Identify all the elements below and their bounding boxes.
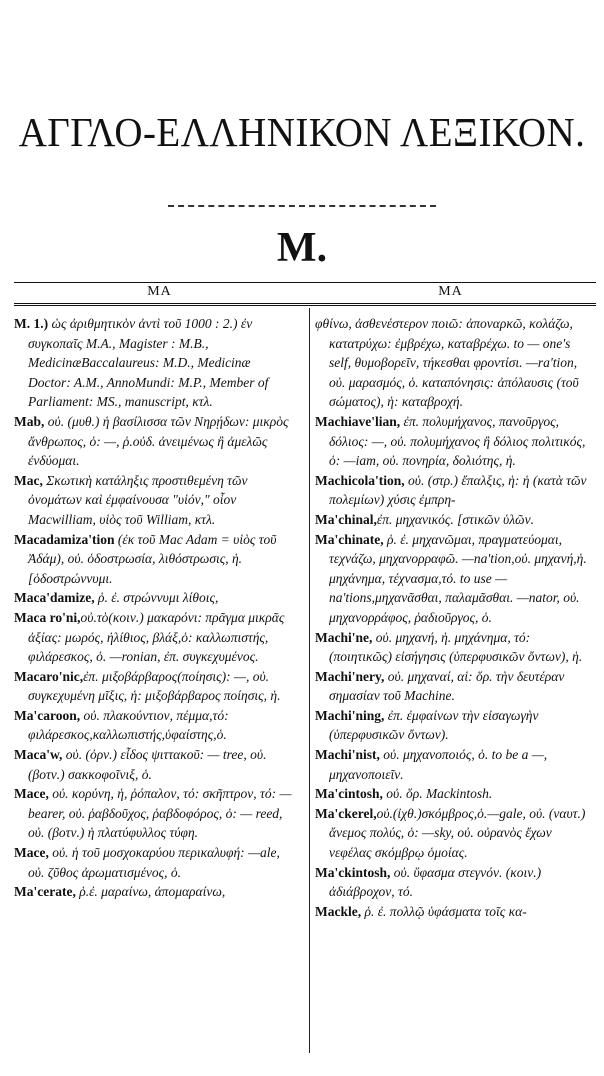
headword: Machiave'lian, bbox=[315, 413, 401, 429]
headword: Machi'nist, bbox=[315, 747, 380, 763]
headword: Machi'ne, bbox=[315, 629, 373, 645]
dictionary-entry bbox=[315, 784, 595, 804]
right-column-header: ΜΑ bbox=[438, 284, 463, 299]
dictionary-entry bbox=[315, 530, 595, 628]
definition: ἐπ. μιξοβάρβαρος(ποίησις): —, οὐ. συγκεχυμένη μῖξις, ἡ: μιξοβάρβαρος ποίησις, ἡ. bbox=[28, 668, 281, 704]
dictionary-entry bbox=[315, 510, 595, 530]
definition: ῥ.ἐ. μαραίνω, ἀπομαραίνω, bbox=[75, 884, 226, 900]
dictionary-entry bbox=[14, 784, 296, 843]
left-column bbox=[14, 314, 296, 902]
title-ornament-rule bbox=[168, 205, 436, 207]
dictionary-entry bbox=[14, 608, 296, 667]
definition: οὐ. μηχαναί, αἱ: ὅρ. τὴν δευτέραν σημασίαν τοῦ Machine. bbox=[329, 668, 565, 704]
definition: ῥ. ἐ. στρώννυμι λίθοις, bbox=[94, 590, 219, 606]
dictionary-entry bbox=[14, 667, 296, 706]
definition: ἐπ. ἐμφαίνων τὴν εἰσαγωγὴν (ὑπερφυσικῶν ὄντων). bbox=[329, 707, 539, 743]
headword: Maca'w, bbox=[14, 747, 63, 763]
definition: Σκωτικὴ κατάληξις προστιθεμένη τῶν ὀνομάτων καὶ ἐμφαίνουσα "υἱόν," οἷον Macwilliam, υἱὸς τοῦ William, κτλ. bbox=[28, 472, 248, 527]
headword: Mab, bbox=[14, 413, 45, 429]
headword: Mac, bbox=[14, 472, 43, 488]
dictionary-entry bbox=[315, 804, 595, 863]
dictionary-entry bbox=[315, 628, 595, 667]
definition: οὐ.(ἰχθ.)σκόμβρος,ὁ.—gale, οὐ. (ναυτ.) ἄνεμος πολύς, ὁ: —sky, οὐ. οὐρανὸς ἔχων νεφέλας σκόμβρῳ ὁμοίας. bbox=[329, 805, 586, 861]
definition: οὐ.τὸ(κοιν.) μακαρόνι: πρᾶγμα μικρᾶς ἀξίας: μωρός, ἠλίθιος, βλάξ,ὁ: καλλωπιστής, φιλάρεσκος, ὁ. —ronian, ἐπ. συγκεχυμένος. bbox=[28, 609, 285, 665]
dictionary-entry bbox=[315, 902, 595, 922]
headword: Machi'ning, bbox=[315, 707, 385, 723]
dictionary-entry bbox=[14, 530, 296, 589]
dictionary-entry bbox=[14, 882, 296, 902]
definition: οὐ. πλακούντιον, πέμμα,τό: φιλάρεσκος,καλλωπιστής,ὑφαίστης,ὁ. bbox=[28, 707, 229, 743]
definition: ἐπ. πολυμήχανος, πανοῦργος, δόλιος: —, οὐ. πολυμήχανος ἢ δόλιος πολιτικός, ὁ: —iam, οὐ. πονηρία, δολιότης, ἡ. bbox=[329, 413, 586, 469]
right-column bbox=[315, 314, 595, 921]
dictionary-entry bbox=[14, 412, 296, 471]
header-bottom-rule bbox=[14, 303, 596, 306]
dictionary-entry bbox=[315, 863, 595, 902]
definition: οὐ. ὕφασμα στεγνόν. (κοιν.) ἀδιάβροχον, τό. bbox=[329, 864, 542, 900]
left-column-header: ΜΑ bbox=[147, 284, 172, 299]
headword: Mackle, bbox=[315, 903, 362, 919]
dictionary-entry bbox=[14, 745, 296, 784]
definition: οὐ. (στρ.) ἔπαλξις, ἡ: ἡ (κατὰ τῶν πολεμίων) χύσις ἐμπρη- bbox=[329, 472, 587, 508]
column-divider bbox=[309, 308, 310, 1053]
definition: ῥ. ἐ. μηχανῶμαι, πραγματεύομαι, τεχνάζω, μηχανορραφῶ. —na'tion,οὐ. μηχανή,ἡ. μηχάνημα, τέχνασμα,τό. to use —na'tions,μηχανᾶσθαι, παλαμᾶσθαι. —nator, οὐ. μηχανορράφος, ῥαδιοῦργος, ὁ. bbox=[329, 531, 587, 625]
headword: Macaro'nic, bbox=[14, 668, 84, 684]
dictionary-entry bbox=[315, 667, 595, 706]
headword: Ma'ckintosh, bbox=[315, 864, 391, 880]
headword: Mace, bbox=[14, 845, 49, 861]
headword: Ma'ckerel, bbox=[315, 805, 377, 821]
section-letter: M. bbox=[276, 225, 328, 271]
dictionary-entry bbox=[315, 412, 595, 471]
definition: οὐ. ἡ τοῦ μοσχοκαρύου περικαλυφή: —ale, οὐ. ζῦθος ἀρωματισμένος, ὁ. bbox=[28, 845, 280, 880]
dictionary-entry bbox=[14, 314, 296, 412]
definition: φθίνω, ἀσθενέστερον ποιῶ: ἀποναρκῶ, κολάζω, κατατρύχω: ἐμβρέχω, καταβρέχω. to — one's self, θυμοβορεῖν, τήκεσθαι φροντίσι. —ra'tion, οὐ. μαρασμός, ὁ. καταπόνησις: ἀπόλαυσις (τοῦ σώματος), ἡ: καταβροχή. bbox=[315, 316, 579, 410]
headword: Machicola'tion, bbox=[315, 472, 405, 488]
definition: οὐ. κορύνη, ἡ, ῥόπαλον, τό: σκῆπτρον, τό: — bearer, οὐ. ῥαβδοῦχος, ῥαβδοφόρος, ὁ: — reed, οὐ. (βοτν.) ἡ πλατύφυλλος τύφη. bbox=[28, 786, 292, 841]
headword: Ma'caroon, bbox=[14, 707, 81, 723]
headword: M. 1.) bbox=[14, 316, 49, 331]
header-top-rule bbox=[14, 282, 596, 283]
headword: Machi'nery, bbox=[315, 668, 385, 684]
dictionary-entry bbox=[315, 314, 595, 412]
headword: Macadamiza'tion bbox=[14, 531, 115, 547]
definition: (ἐκ τοῦ Mac Adam = υἱὸς τοῦ Ἀδάμ), οὐ. ὁδοστρωσία, λιθόστρωσις, ἡ. [ὁδοστρώννυμι. bbox=[28, 531, 277, 586]
headword: Mace, bbox=[14, 786, 49, 802]
dictionary-entry bbox=[14, 588, 296, 608]
dictionary-entry bbox=[315, 706, 595, 745]
dictionary-entry bbox=[315, 471, 595, 510]
dictionary-entry bbox=[14, 843, 296, 882]
headword: Maca'damize, bbox=[14, 590, 95, 606]
definition: οὐ. ὅρ. Mackintosh. bbox=[382, 786, 493, 802]
dictionary-entry bbox=[14, 706, 296, 745]
headword: Maca ro'ni, bbox=[14, 609, 81, 625]
headword: Ma'chinal, bbox=[315, 511, 377, 527]
dictionary-entry bbox=[14, 471, 296, 530]
definition: ὡς ἀριθμητικὸν ἀντὶ τοῦ 1000 : 2.) ἐν συγκοπαῖς M.A., Magister : M.B., MedicinæBaccalaureus: M.D., Medicinæ Doctor: A.M., AnnoMundi: M.P., Member of Parliament: MS., manuscript, κτλ. bbox=[28, 316, 269, 410]
dictionary-entry bbox=[315, 745, 595, 784]
definition: οὐ. μηχανή, ἡ. μηχάνημα, τό: (ποιητικῶς) εἰσήγησις (ὑπερφυσικῶν ὄντων), ἡ. bbox=[329, 629, 583, 665]
headword: Ma'chinate, bbox=[315, 531, 384, 547]
page-title: ΑΓΓΛΟ-ΕΛΛΗΝΙΚΟΝ ΛΕΞΙΚΟΝ. bbox=[18, 109, 586, 155]
definition: ῥ. ἐ. πολλῷ ὑφάσματα τοῖς κα- bbox=[361, 903, 527, 919]
headword: Ma'cintosh, bbox=[315, 786, 383, 802]
definition: οὐ. (μυθ.) ἡ βασίλισσα τῶν Νηρῄδων: μικρὸς ἄνθρωπος, ὁ: —, ῥ.οὐδ. ἀνειμένως ἢ ἀμελῶς ἐνδύομαι. bbox=[28, 413, 289, 469]
definition: ἐπ. μηχανικός. [στικῶν ὑλῶν. bbox=[376, 511, 534, 527]
headword: Ma'cerate, bbox=[14, 884, 76, 900]
definition: οὐ. (ὀρν.) εἶδος ψιττακοῦ: — tree, οὐ. (βοτν.) σακκοφοῖνιξ, ὁ. bbox=[28, 747, 267, 782]
definition: οὐ. μηχανοποιός, ὁ. to be a —, μηχανοποιεῖν. bbox=[329, 747, 548, 782]
